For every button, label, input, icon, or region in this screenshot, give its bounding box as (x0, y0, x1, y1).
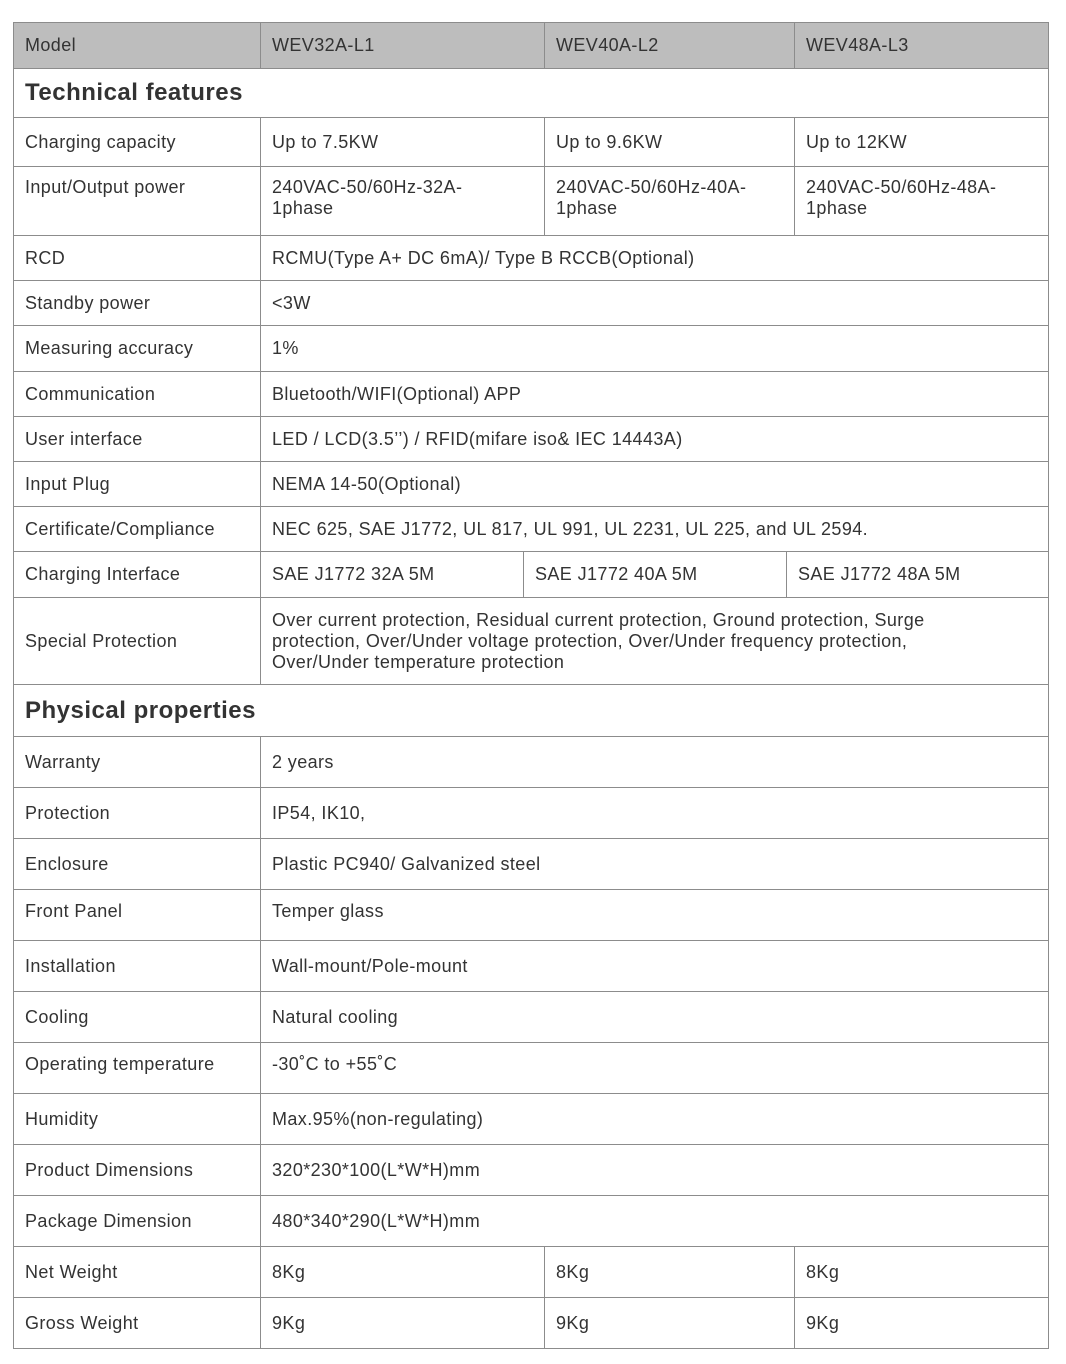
spec-label: Cooling (14, 992, 261, 1042)
spec-row-charging-interface (13, 552, 1049, 598)
spec-value: IP54, IK10, (272, 802, 366, 823)
spec-value: 240VAC-50/60Hz-40A-1phase (545, 167, 795, 235)
spec-label: Measuring accuracy (14, 326, 261, 371)
spec-row-charging-capacity (13, 118, 1049, 167)
spec-row-enclosure (13, 839, 1049, 890)
spec-label: Gross Weight (14, 1298, 261, 1348)
spec-row-certificate (13, 507, 1049, 552)
spec-value: 8Kg (545, 1247, 795, 1297)
spec-row-input-plug (13, 462, 1049, 507)
spec-row-special-protection (13, 598, 1049, 685)
spec-value: 240VAC-50/60Hz-48A-1phase (806, 177, 997, 218)
spec-row-temperature (13, 1043, 1049, 1094)
spec-value: Natural cooling (272, 1006, 399, 1027)
spec-value: 9Kg (806, 1312, 840, 1333)
spec-label: Package Dimension (14, 1196, 261, 1246)
spec-label: Special Protection (14, 598, 261, 684)
model-name: WEV48A-L3 (806, 35, 909, 55)
spec-row-front-panel (13, 890, 1049, 941)
spec-label: User interface (14, 417, 261, 461)
spec-row-user-interface (13, 417, 1049, 462)
spec-value: LED / LCD(3.5’’) / RFID(mifare iso& IEC 14443A) (272, 428, 683, 449)
spec-label: Front Panel (14, 890, 261, 940)
spec-value: 240VAC-50/60Hz-32A-1phase (261, 167, 545, 235)
spec-value: 1% (272, 338, 299, 358)
spec-row-package-dimension (13, 1196, 1049, 1247)
spec-label: Communication (14, 372, 261, 416)
spec-row-protection (13, 788, 1049, 839)
spec-label: Net Weight (14, 1247, 261, 1297)
spec-value: Up to 9.6KW (545, 118, 795, 166)
spec-row-rcd (13, 236, 1049, 281)
spec-label: Input/Output power (14, 167, 261, 235)
spec-row-gross-weight (13, 1298, 1049, 1349)
spec-row-cooling (13, 992, 1049, 1043)
spec-row-io-power (13, 167, 1049, 236)
spec-row-warranty (13, 737, 1049, 788)
spec-value: RCMU(Type A+ DC 6mA)/ Type B RCCB(Optional) (272, 247, 695, 268)
spec-label: Certificate/Compliance (14, 507, 261, 551)
spec-row-product-dimensions (13, 1145, 1049, 1196)
spec-label: Humidity (14, 1094, 261, 1144)
spec-value: Bluetooth/WIFI(Optional) APP (272, 383, 522, 404)
spec-value: Wall-mount/Pole-mount (272, 955, 468, 976)
spec-label: Enclosure (14, 839, 261, 889)
spec-value: <3W (272, 292, 311, 313)
spec-value: 2 years (272, 751, 334, 772)
spec-value: Over current protection, Residual current protection, Ground protection, Surge protection, Over/Under voltage protection, Over/Under frequency protection, Over/Under temperature protection (272, 609, 925, 672)
spec-value: 9Kg (545, 1298, 795, 1348)
spec-label: Product Dimensions (14, 1145, 261, 1195)
spec-label: Input Plug (14, 462, 261, 506)
spec-label: Warranty (14, 737, 261, 787)
spec-value: SAE J1772 40A 5M (524, 552, 787, 597)
spec-value: -30˚C to +55˚C (272, 1054, 398, 1074)
spec-row-humidity (13, 1094, 1049, 1145)
spec-value: Plastic PC940/ Galvanized steel (272, 853, 541, 874)
spec-row-communication (13, 372, 1049, 417)
spec-label: RCD (14, 236, 261, 280)
spec-value: 9Kg (261, 1298, 545, 1348)
model-label: Model (14, 23, 261, 68)
spec-value: NEMA 14-50(Optional) (272, 473, 462, 494)
spec-label: Operating temperature (14, 1043, 261, 1093)
spec-value: Temper glass (272, 901, 384, 921)
spec-value: 320*230*100(L*W*H)mm (272, 1159, 481, 1180)
spec-label: Protection (14, 788, 261, 838)
spec-row-standby (13, 281, 1049, 326)
spec-table (13, 22, 1049, 1349)
spec-value: Up to 7.5KW (261, 118, 545, 166)
spec-row-installation (13, 941, 1049, 992)
spec-label: Standby power (14, 281, 261, 325)
spec-value: Up to 12KW (806, 131, 908, 152)
spec-value: SAE J1772 48A 5M (798, 564, 961, 584)
model-header-row (13, 22, 1049, 69)
spec-value: NEC 625, SAE J1772, UL 817, UL 991, UL 2231, UL 225, and UL 2594. (272, 518, 869, 539)
model-name: WEV32A-L1 (261, 23, 545, 68)
spec-label: Installation (14, 941, 261, 991)
spec-value: 480*340*290(L*W*H)mm (272, 1210, 481, 1231)
spec-value: SAE J1772 32A 5M (261, 552, 524, 597)
spec-value: Max.95%(non-regulating) (272, 1108, 484, 1129)
spec-value: 8Kg (806, 1261, 840, 1282)
spec-label: Charging capacity (14, 118, 261, 166)
model-name: WEV40A-L2 (545, 23, 795, 68)
spec-value: 8Kg (261, 1247, 545, 1297)
section-title-technical: Technical features (13, 69, 1049, 118)
spec-row-net-weight (13, 1247, 1049, 1298)
spec-label: Charging Interface (14, 552, 261, 597)
section-title-physical: Physical properties (13, 685, 1049, 737)
spec-row-accuracy (13, 326, 1049, 372)
